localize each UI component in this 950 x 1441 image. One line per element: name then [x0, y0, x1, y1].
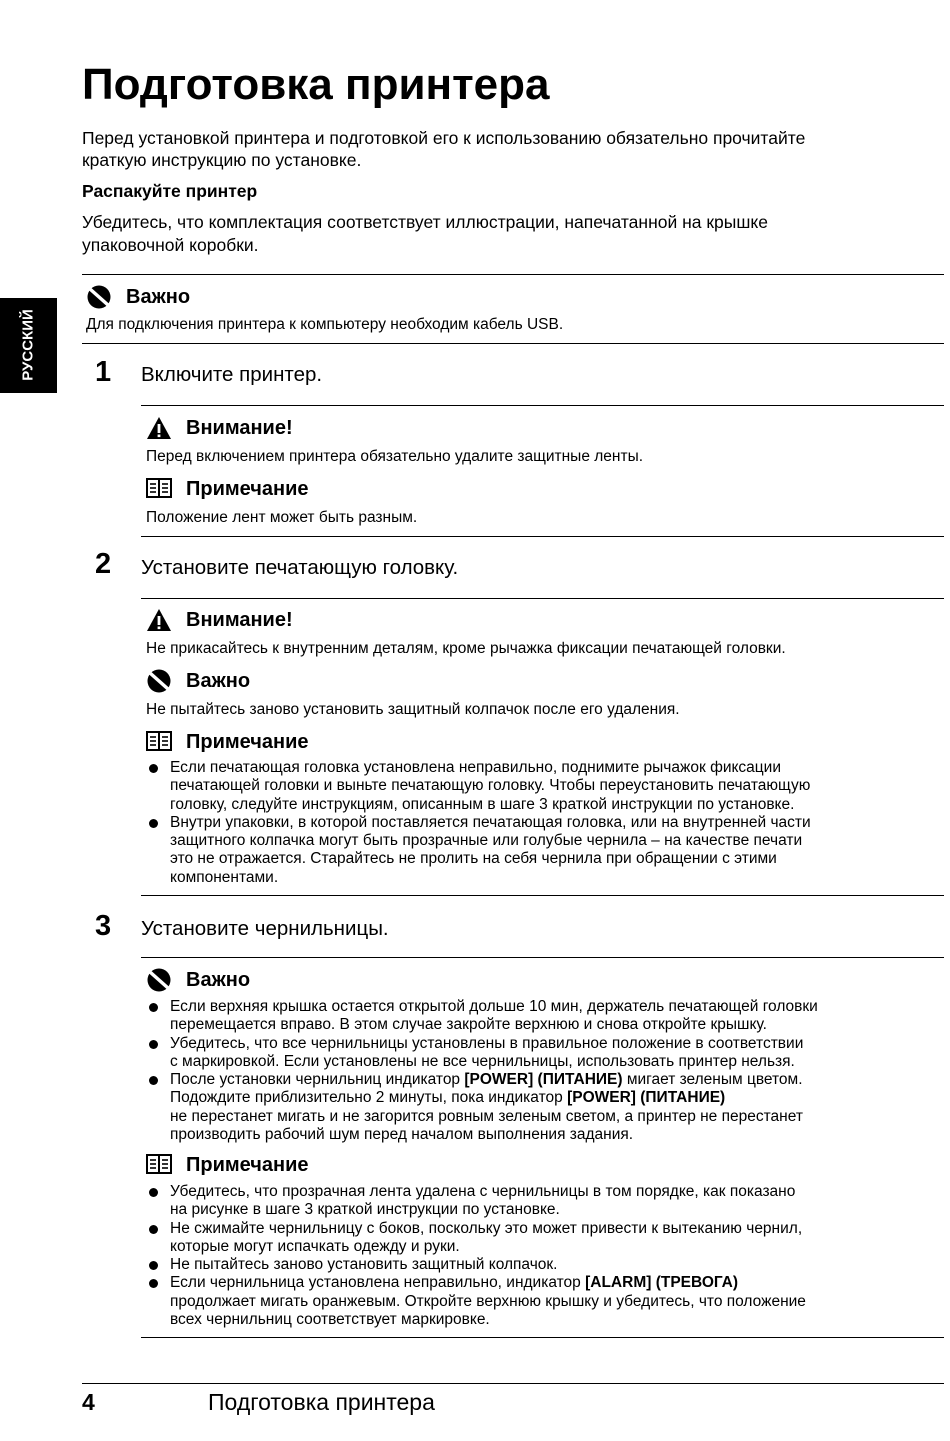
list-item — [146, 1220, 806, 1257]
list-item — [146, 1183, 806, 1220]
divider — [82, 274, 944, 275]
list-item-line: перемещается вправо. В этом случае закройте верхнюю и снова откройте крышку. — [170, 1016, 767, 1034]
list-item-line: защитного колпачка могут быть прозрачные или голубые чернила – на качестве печати — [170, 832, 803, 850]
prohibited-icon — [146, 669, 172, 693]
list-item-line: Если чернильница установлена неправильно, индикатор [ALARM] (ТРЕВОГА) — [170, 1274, 739, 1292]
list-item-line: производить рабочий шум перед началом выполнения задания. — [170, 1126, 634, 1144]
list-item — [146, 1256, 806, 1274]
note-label: Примечание — [186, 478, 309, 500]
important-header — [86, 285, 190, 309]
bullet-icon — [149, 1279, 158, 1288]
note-list — [146, 759, 811, 887]
list-item-line: печатающей головки и выньте печатающую головку. Чтобы переустановить печатающую — [170, 777, 811, 795]
bullet-icon — [149, 819, 158, 828]
list-item-line: Убедитесь, что прозрачная лента удалена с чернильницы в том порядке, как показано — [170, 1183, 796, 1200]
list-item-line: которые могут испачкать одежду и руки. — [170, 1237, 460, 1255]
step-title: Установите печатающую головку. — [141, 556, 459, 579]
list-item-line: Не пытайтесь заново установить защитный колпачок. — [170, 1256, 558, 1274]
footer-divider — [82, 1383, 944, 1384]
list-item-line: продолжает мигать оранжевым. Откройте верхнюю крышку и убедитесь, что положение — [170, 1292, 806, 1310]
bullet-icon — [149, 1188, 158, 1197]
list-item-line: Убедитесь, что все чернильницы установлены в правильное положение в соответствии — [170, 1034, 804, 1052]
list-item-line: компонентами. — [170, 868, 279, 886]
important-text: Для подключения принтера к компьютеру необходим кабель USB. — [86, 316, 564, 333]
page-title: Подготовка принтера — [82, 60, 550, 109]
caution-text: Перед включением принтера обязательно удалите защитные ленты. — [146, 448, 644, 465]
important-header — [146, 669, 250, 693]
list-item-line: головку, следуйте инструкциям, описанным в шаге 3 краткой инструкции по установке. — [170, 795, 795, 813]
note-header — [146, 477, 309, 501]
note-header — [146, 730, 309, 754]
intro-line: Перед установкой принтера и подготовкой его к использованию обязательно прочитайте — [82, 128, 806, 148]
caution-label: Внимание! — [186, 417, 293, 439]
list-item-line: не перестанет мигать и не загорится ровным зеленым светом, а принтер не перестанет — [170, 1107, 803, 1125]
list-item-line: на рисунке в шаге 3 краткой инструкции по установке. — [170, 1201, 560, 1219]
note-label: Примечание — [186, 1154, 309, 1176]
list-item-line: с маркировкой. Если установлены не все чернильницы, использовать принтер нельзя. — [170, 1052, 795, 1070]
prohibited-icon — [146, 968, 172, 992]
important-label: Важно — [126, 286, 191, 308]
bullet-icon — [149, 1261, 158, 1270]
bullet-icon — [149, 764, 158, 773]
note-text: Положение лент может быть разным. — [146, 509, 418, 526]
caution-header — [146, 416, 293, 440]
caution-header — [146, 608, 293, 632]
list-item — [146, 759, 811, 814]
intro-line: краткую инструкцию по установке. — [82, 150, 362, 170]
book-icon — [146, 1153, 172, 1177]
important-list — [146, 998, 818, 1144]
bullet-icon — [149, 1003, 158, 1012]
book-icon — [146, 730, 172, 754]
important-header — [146, 968, 250, 992]
important-text: Не пытайтесь заново установить защитный колпачок после его удаления. — [146, 701, 680, 718]
language-tab-label: РУССКИЙ — [19, 309, 37, 381]
page-number: 4 — [82, 1389, 95, 1415]
list-item-line: всех чернильниц соответствует маркировке. — [170, 1311, 490, 1329]
list-item — [146, 814, 811, 887]
language-tab — [0, 298, 57, 393]
list-item — [146, 1035, 818, 1072]
footer-title: Подготовка принтера — [208, 1389, 435, 1415]
divider — [82, 343, 944, 344]
divider — [141, 405, 944, 406]
list-item — [146, 1071, 818, 1144]
unpack-line: Убедитесь, что комплектация соответствует иллюстрации, напечатанной на крышке — [82, 212, 768, 232]
list-item-line: Если печатающая головка установлена неправильно, поднимите рычажок фиксации — [170, 759, 782, 776]
divider — [141, 598, 944, 599]
divider — [141, 536, 944, 537]
divider — [141, 957, 944, 958]
list-item-line: После установки чернильниц индикатор [POWER] (ПИТАНИЕ) мигает зеленым цветом. — [170, 1071, 803, 1089]
divider — [141, 895, 944, 896]
important-label: Важно — [186, 670, 251, 692]
list-item-line: Внутри упаковки, в которой поставляется печатающая головка, или на внутренней части — [170, 813, 811, 831]
note-header — [146, 1153, 309, 1177]
book-icon — [146, 477, 172, 501]
list-item-line: Не сжимайте чернильницу с боков, поскольку это может привести к вытеканию чернил, — [170, 1219, 803, 1237]
divider — [141, 1337, 944, 1338]
important-label: Важно — [186, 969, 251, 991]
bullet-icon — [149, 1225, 158, 1234]
step-title: Включите принтер. — [141, 363, 323, 386]
list-item-line: Подождите приблизительно 2 минуты, пока индикатор [POWER] (ПИТАНИЕ) — [170, 1089, 726, 1107]
step-number: 3 — [95, 910, 112, 942]
unpack-line: упаковочной коробки. — [82, 235, 259, 255]
step-number: 2 — [95, 548, 112, 580]
note-list — [146, 1183, 806, 1329]
list-item — [146, 998, 818, 1035]
step-title: Установите чернильницы. — [141, 917, 389, 940]
bullet-icon — [149, 1076, 158, 1085]
unpack-heading: Распакуйте принтер — [82, 181, 258, 201]
warning-icon — [146, 416, 172, 440]
list-item-line: это не отражается. Старайтесь не пролить на себя чернила при обращении с этими — [170, 850, 777, 868]
caution-label: Внимание! — [186, 609, 293, 631]
prohibited-icon — [86, 285, 112, 309]
list-item-line: Если верхняя крышка остается открытой дольше 10 мин, держатель печатающей головки — [170, 998, 818, 1015]
step-number: 1 — [95, 356, 112, 388]
note-label: Примечание — [186, 731, 309, 753]
warning-icon — [146, 608, 172, 632]
bullet-icon — [149, 1040, 158, 1049]
caution-text: Не прикасайтесь к внутренним деталям, кроме рычажка фиксации печатающей головки. — [146, 640, 786, 657]
list-item — [146, 1274, 806, 1329]
